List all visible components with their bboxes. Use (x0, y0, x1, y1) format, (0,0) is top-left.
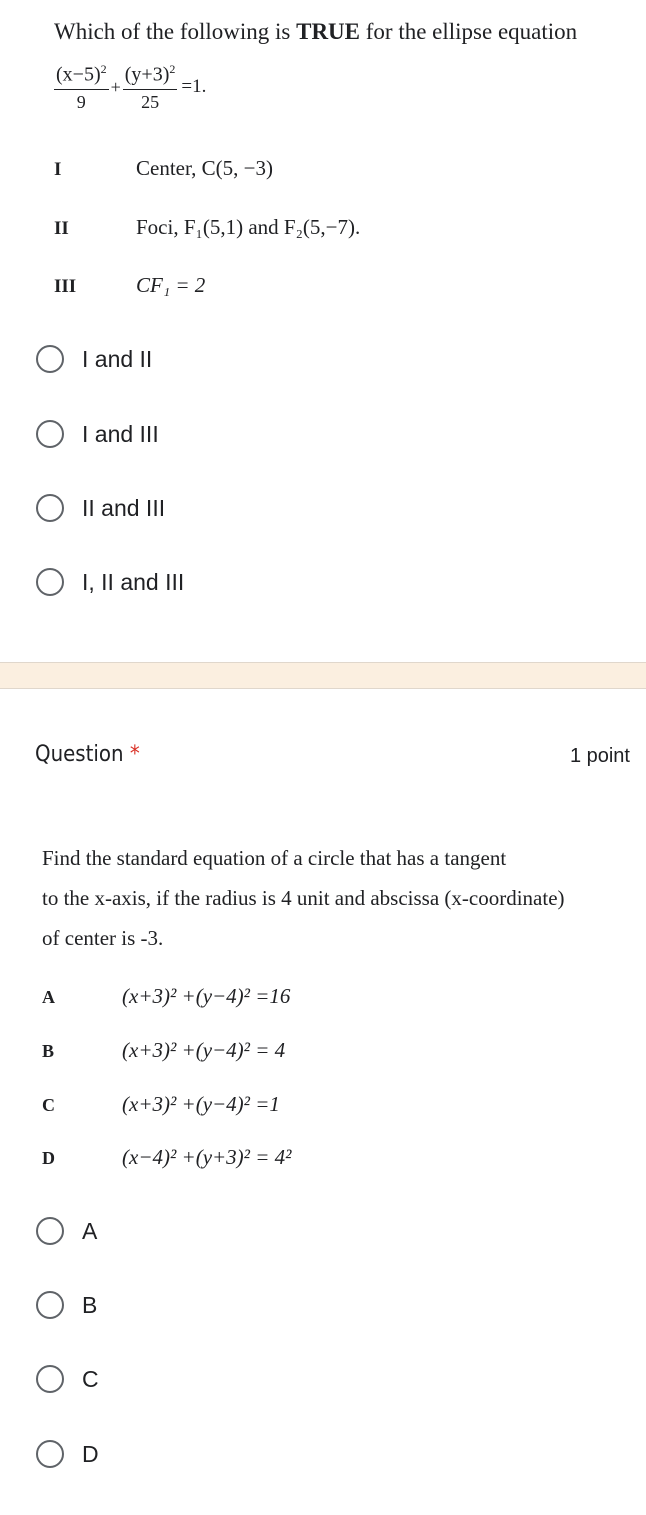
equation-fraction-1: $\frac{(x-5)^2}{9}$ (56, 62, 107, 112)
q2-option-d[interactable]: D (36, 1440, 99, 1468)
radio-button[interactable] (36, 345, 64, 373)
section-divider (0, 662, 646, 689)
question2-title: Question * (35, 742, 140, 767)
radio-button[interactable] (36, 1291, 64, 1319)
radio-button[interactable] (36, 1365, 64, 1393)
radio-button[interactable] (36, 1217, 64, 1245)
q1-option-i-ii-and-iii[interactable]: I, II and III (36, 568, 184, 596)
radio-button[interactable] (36, 1440, 64, 1468)
choice-d: D (x−4)² +(y+3)² = 4² (42, 1145, 292, 1169)
q2-option-a[interactable]: A (36, 1217, 97, 1245)
radio-button[interactable] (36, 420, 64, 448)
choice-c: C (x+3)² +(y−4)² =1 (42, 1092, 280, 1116)
question1-prompt: Which of the following is TRUE for the ellipse equation (54, 19, 578, 44)
q1-option-ii-and-iii[interactable]: II and III (36, 494, 165, 522)
q1-option-i-and-iii[interactable]: I and III (36, 420, 159, 448)
statement-2: II Foci, F₁(5,1) and F₂(5,−7). (54, 215, 361, 239)
question2-points: 1 point (569, 745, 630, 767)
statement-1: I Center, C(5, −3) (54, 156, 273, 180)
required-asterisk: * (129, 742, 140, 767)
q2-option-b[interactable]: B (36, 1291, 97, 1319)
choice-b: B (x+3)² +(y−4)² = 4 (42, 1038, 286, 1062)
q2-option-c[interactable]: C (36, 1365, 99, 1393)
radio-button[interactable] (36, 494, 64, 522)
statement-3: III CF₁ = 2 (54, 273, 206, 297)
q1-option-i-and-ii[interactable]: I and II (36, 345, 152, 373)
question2-prompt: Find the standard equation of a circle that has a tangent to the x-axis, if the radius is 4 unit and abscissa (x-coordinate) of center is -3. (42, 846, 565, 950)
equation-fraction-2: $\frac{(y+3)^2}{25}$ (124, 62, 176, 112)
radio-button[interactable] (36, 568, 64, 596)
ellipse-equation: $\frac{(x-5)^2}{9}$ + $\frac{(y+3)^2}{25}$ =1. (56, 62, 207, 112)
choice-a: A (x+3)² +(y−4)² =16 (42, 984, 291, 1008)
